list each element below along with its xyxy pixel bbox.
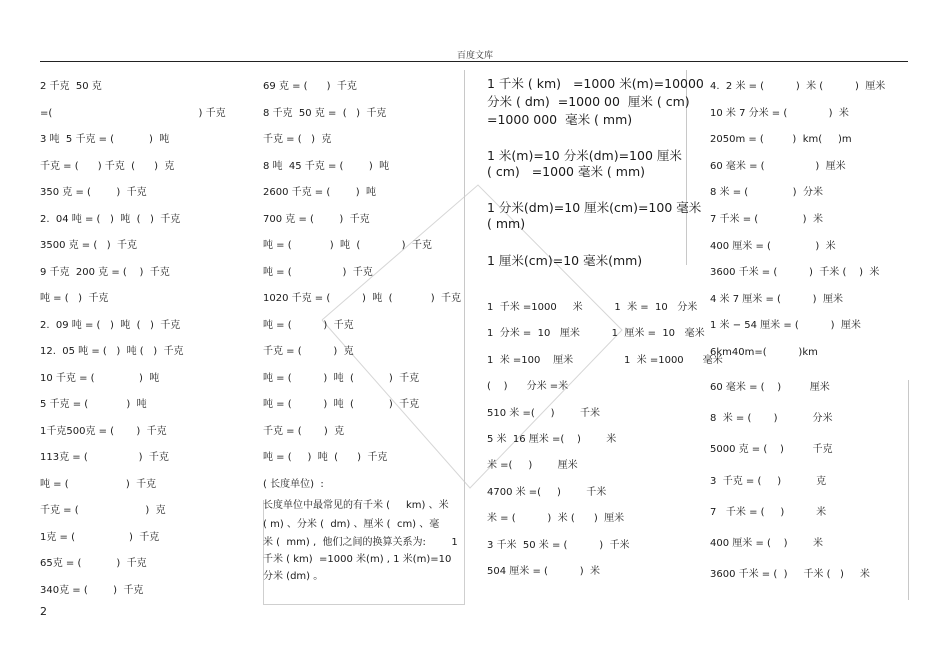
exercise-line: 吨 = ( ) 千克 (40, 478, 157, 490)
exercise-line: 千克 = ( ) 克 (263, 425, 345, 437)
exercise-line: 吨 = ( ) 吨 ( ) 千克 (263, 372, 420, 384)
exercise-line: 米 = ( ) 米 ( ) 厘米 (487, 513, 625, 525)
exercise-line: 10 米 7 分米 = ( ) 米 (710, 107, 849, 119)
exercise-line: 10 千克 = ( ) 吨 (40, 372, 160, 384)
exercise-line: 千克 = ( ) 千克 ( ) 克 (40, 160, 175, 172)
exercise-line: 65克 = ( ) 千克 (40, 558, 147, 569)
exercise-line: 2050m = ( ) km( )m (710, 134, 852, 146)
note-line: 千米 ( km) =1000 米(m) , 1 米(m)=10 (263, 554, 452, 565)
exercise-line: 69 克 = ( ) 千克 (263, 81, 357, 92)
conversion-line: ( cm) =1000 毫米 ( mm) (487, 164, 646, 179)
exercise-line: 510 米 =( ) 千米 (487, 407, 600, 419)
note-line: 长度单位中最常见的有千米 ( km) 、米 (263, 500, 449, 511)
exercise-line: 3 吨 5 千克 = ( ) 吨 (40, 134, 170, 145)
exercise-line: 8 米 = ( ) 分米 (710, 187, 823, 199)
exercise-line: 4700 米 =( ) 千米 (487, 486, 607, 498)
page-header: 百度文库 (456, 51, 493, 61)
exercise-line: 2. 09 吨 = ( ) 吨 ( ) 千克 (40, 319, 181, 331)
length-units-note-box (263, 500, 465, 605)
exercise-line: 1 米 − 54 厘米 = ( ) 厘米 (710, 320, 861, 332)
exercise-line: 4 米 7 厘米 = ( ) 厘米 (710, 293, 843, 305)
exercise-line: 7 千米 = ( ) 米 (710, 214, 823, 225)
exercise-line: 8 千克 50 克 = ( ) 千克 (263, 107, 387, 119)
exercise-line: 1 分米 = 10 厘米 1 厘米 = 10 毫米 (487, 328, 705, 340)
exercise-line: 60 毫米 = ( ) 厘米 (710, 382, 830, 393)
exercise-line: 5 千克 = ( ) 吨 (40, 399, 147, 410)
exercise-line: 12. 05 吨 = ( ) 吨 ( ) 千克 (40, 346, 184, 357)
exercise-line: 1千克500克 = ( ) 千克 (40, 425, 167, 437)
conversion-line: 1 厘米(cm)=10 毫米(mm) (487, 253, 643, 268)
exercise-line: 3600 千米 = ( ) 千米 ( ) 米 (710, 569, 870, 581)
exercise-line: 340克 = ( ) 千克 (40, 584, 144, 596)
exercise-line: 1克 = ( ) 千克 (40, 531, 160, 543)
exercise-line: 千克 = ( ) 克 (40, 505, 166, 516)
exercise-line: 2. 04 吨 = ( ) 吨 ( ) 千克 (40, 213, 181, 225)
exercise-line: 400 厘米 = ( ) 米 (710, 538, 823, 549)
exercise-line: ( ) 分米 =米 (487, 381, 569, 393)
exercise-line: 3500 克 = ( ) 千克 (40, 240, 138, 251)
exercise-line: 千克 = ( ) 克 (263, 134, 332, 145)
note-line: 分米 (dm) 。 (263, 571, 324, 582)
exercise-line: 吨 = ( ) 千克 (40, 293, 109, 304)
exercise-line: 2600 千克 = ( ) 吨 (263, 187, 376, 198)
exercise-line: 吨 = ( ) 吨 ( ) 千克 (263, 452, 388, 463)
exercise-line: 8 吨 45 千克 = ( ) 吨 (263, 160, 390, 172)
exercise-line: 400 厘米 = ( ) 米 (710, 240, 836, 252)
exercise-line: 350 克 = ( ) 千克 (40, 187, 147, 198)
exercise-line: 吨 = ( ) 吨 ( ) 千克 (263, 399, 420, 410)
note-line: ( m) 、分米 ( dm) 、厘米 ( cm) 、毫 (263, 519, 440, 530)
exercise-line: 5 米 16 厘米 =( ) 米 (487, 434, 617, 445)
conversion-line: 1 千米 ( km) =1000 米(m)=10000 (487, 76, 704, 91)
exercise-line: 吨 = ( ) 吨 ( ) 千克 (263, 240, 432, 251)
exercise-line: 6km40m=( )km (710, 347, 818, 358)
exercise-line: 3 千米 50 米 = ( ) 千米 (487, 539, 630, 551)
exercise-line: 113克 = ( ) 千克 (40, 452, 169, 463)
conversion-line: 1 分米(dm)=10 厘米(cm)=100 毫米 (487, 200, 702, 215)
note-line: 米 ( mm) , 他们之间的换算关系为: 1 (263, 537, 458, 548)
conversion-line: =1000 000 毫米 ( mm) (487, 112, 633, 127)
exercise-line: 8 米 = ( ) 分米 (710, 413, 833, 425)
exercise-line: 3 千克 = ( ) 克 (710, 475, 827, 487)
exercise-line: 3600 千米 = ( ) 千米 ( ) 米 (710, 267, 880, 279)
exercise-line: 千克 = ( ) 克 (263, 346, 354, 357)
exercise-line: 700 克 = ( ) 千克 (263, 213, 370, 225)
column-divider-3 (908, 380, 909, 600)
exercise-line: =( ) 千克 (40, 107, 226, 119)
exercise-line: 2 千克 50 克 (40, 81, 102, 92)
exercise-line: 吨 = ( ) 千克 (263, 319, 354, 331)
exercise-line: 1 米 =100 厘米 1 米 =1000 毫米 (487, 354, 723, 366)
exercise-line: 504 厘米 = ( ) 米 (487, 566, 600, 577)
conversion-line: ( mm) (487, 216, 526, 231)
page-number: 2 (40, 605, 47, 618)
exercise-line: 吨 = ( ) 千克 (263, 266, 373, 278)
exercise-line: 1 千米 =1000 米 1 米 = 10 分米 (487, 302, 698, 313)
exercise-line: 4. 2 米 = ( ) 米 ( ) 厘米 (710, 81, 886, 92)
exercise-line: 7 千米 = ( ) 米 (710, 506, 827, 518)
exercise-line: ( 长度单位) : (263, 478, 324, 490)
conversion-line: 1 米(m)=10 分米(dm)=100 厘米 (487, 148, 682, 163)
exercise-line: 1020 千克 = ( ) 吨 ( ) 千克 (263, 293, 461, 304)
exercise-line: 60 毫米 = ( ) 厘米 (710, 160, 846, 172)
exercise-line: 5000 克 = ( ) 千克 (710, 444, 833, 456)
exercise-line: 9 千克 200 克 = ( ) 千克 (40, 266, 170, 278)
conversion-line: 分米 ( dm) =1000 00 厘米 ( cm) (487, 94, 690, 109)
exercise-line: 米 =( ) 厘米 (487, 460, 578, 472)
